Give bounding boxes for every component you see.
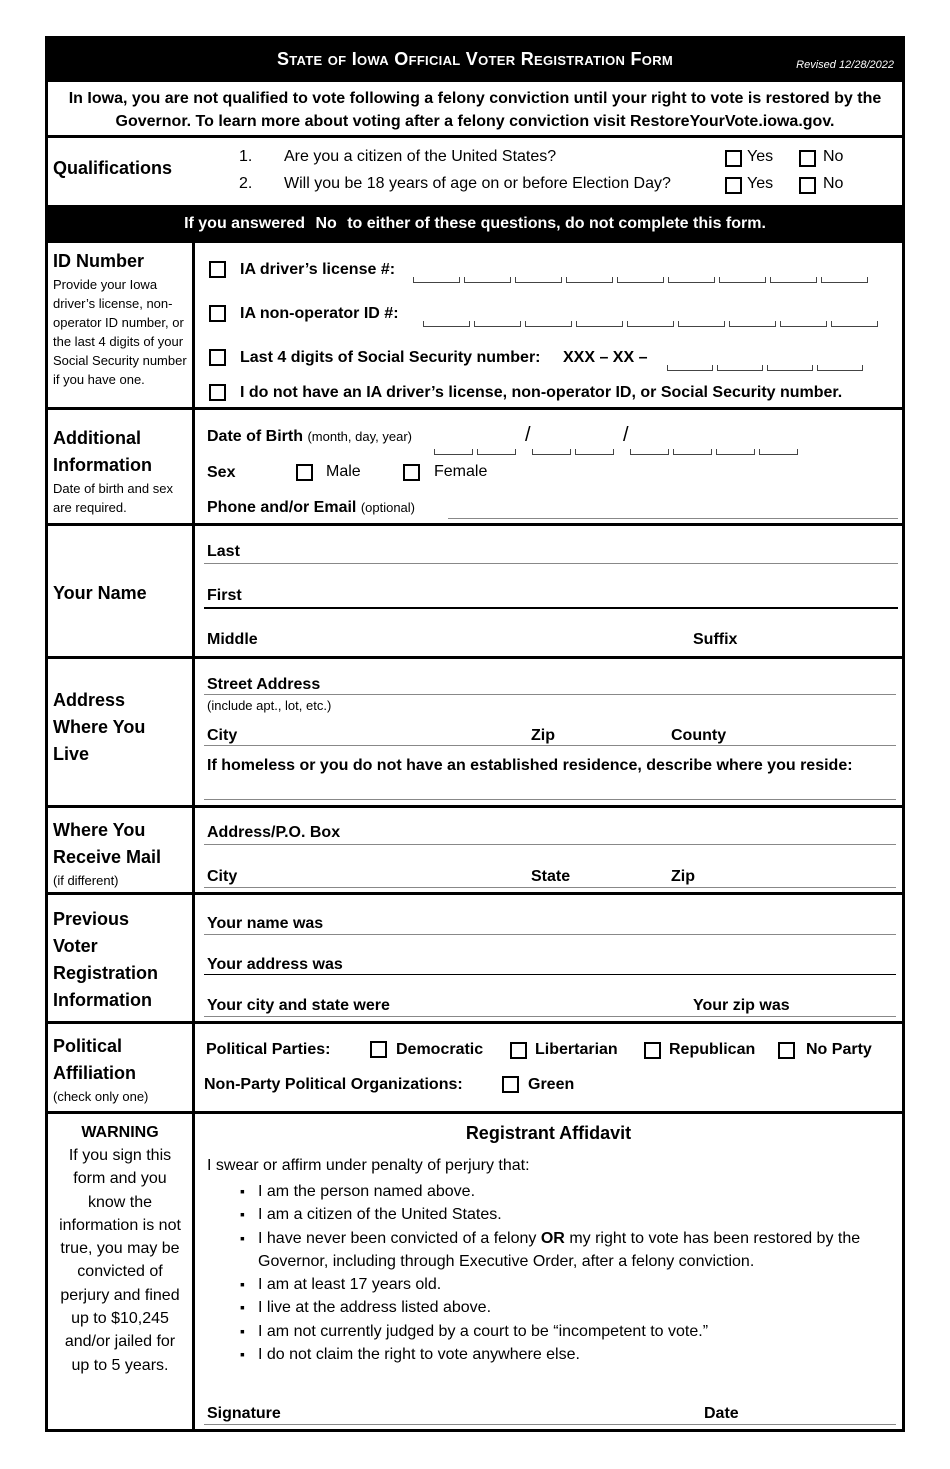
mail-city-input[interactable] <box>204 887 896 888</box>
affidavit-statements <box>240 1180 890 1366</box>
homeless-label: If homeless or you do not have an established residence, describe where you reside: <box>207 757 853 774</box>
mail-address-label: Address/P.O. Box <box>207 824 341 841</box>
qualification-warning-banner <box>48 205 902 243</box>
q2-yes-label: Yes <box>747 175 774 192</box>
digit-box[interactable] <box>474 321 521 327</box>
digit-box[interactable] <box>532 449 571 455</box>
republican-label: Republican <box>669 1041 756 1058</box>
digit-box[interactable] <box>575 449 614 455</box>
id-number-label: ID Number Provide your Iowa driver’s license, non-operator ID number, or the last 4 digits of your Social Security number if you have one. <box>53 251 187 387</box>
drivers-license-label: IA driver’s license #: <box>240 261 396 278</box>
previous-address-label: Your address was <box>207 956 343 973</box>
green-label: Green <box>528 1076 575 1093</box>
column-divider <box>192 659 195 805</box>
previous-city-input[interactable] <box>204 1016 896 1017</box>
digit-box[interactable] <box>464 277 511 283</box>
mail-label: Where You Receive Mail (if different) <box>53 820 162 888</box>
no-party-checkbox[interactable] <box>778 1042 795 1059</box>
dob-label: Date of Birth (month, day, year) <box>207 428 412 445</box>
felony-notice: In Iowa, you are not qualified to vote following a felony conviction until your right to vote is restored by the Governor. To learn more about voting after a felony conviction visit RestoreYourVote.iowa.gov. <box>68 90 882 130</box>
mail-address-input[interactable] <box>204 844 896 845</box>
digit-box[interactable] <box>515 277 562 283</box>
suffix-label: Suffix <box>693 631 738 648</box>
column-divider <box>192 1024 195 1111</box>
address-label: Address Where You Live <box>53 690 146 764</box>
digit-box[interactable] <box>627 321 674 327</box>
column-divider <box>192 895 195 1021</box>
democratic-checkbox[interactable] <box>370 1041 387 1058</box>
digit-box[interactable] <box>668 277 715 283</box>
digit-box[interactable] <box>477 449 516 455</box>
political-affiliation-label: Political Affiliation (check only one) <box>53 1036 149 1104</box>
male-label: Male <box>326 463 361 480</box>
digit-box[interactable] <box>716 449 755 455</box>
q1-number: 1. <box>239 148 253 165</box>
affidavit-statement: ▪ I am at least 17 years old. <box>240 1273 890 1296</box>
digit-box[interactable] <box>821 277 868 283</box>
zip-label: Zip <box>531 727 555 744</box>
digit-box[interactable] <box>576 321 623 327</box>
warning-title: WARNING <box>81 1124 159 1141</box>
female-checkbox[interactable] <box>403 464 420 481</box>
mail-zip-label: Zip <box>671 868 695 885</box>
libertarian-checkbox[interactable] <box>510 1042 527 1059</box>
non-party-orgs-label: Non-Party Political Organizations: <box>204 1076 463 1093</box>
ssn-checkbox[interactable] <box>209 349 226 366</box>
non-operator-label: IA non-operator ID #: <box>240 305 399 322</box>
affidavit-statement: ▪ I am not currently judged by a court to be “incompetent to vote.” <box>240 1320 890 1343</box>
q1-yes-label: Yes <box>747 148 774 165</box>
q2-text: Will you be 18 years of age on or before Election Day? <box>284 175 671 192</box>
county-label: County <box>671 727 727 744</box>
previous-city-state-label: Your city and state were <box>207 997 390 1014</box>
column-divider <box>192 526 195 656</box>
date-label: Date <box>704 1405 739 1422</box>
divider <box>48 805 902 808</box>
affidavit-statement: ▪ I live at the address listed above. <box>240 1296 890 1319</box>
divider <box>48 656 902 659</box>
digit-box[interactable] <box>729 321 776 327</box>
column-divider <box>192 1114 195 1432</box>
green-checkbox[interactable] <box>502 1076 519 1093</box>
street-address-input[interactable] <box>204 694 896 695</box>
digit-box[interactable] <box>630 449 669 455</box>
previous-registration-label: Previous Voter Registration Information <box>53 909 159 1010</box>
dob-slash-2: / <box>623 424 629 446</box>
signature-label: Signature <box>207 1405 281 1422</box>
q2-number: 2. <box>239 175 253 192</box>
q1-no-label: No <box>823 148 844 165</box>
street-address-label: Street Address <box>207 676 321 693</box>
banner-text-no: No <box>315 215 337 232</box>
city-zip-county-input[interactable] <box>204 745 896 746</box>
digit-box[interactable] <box>767 365 813 371</box>
voter-registration-form <box>45 36 905 1432</box>
revised-date: Revised 12/28/2022 <box>796 59 894 71</box>
affidavit-statement: ▪ I do not claim the right to vote anywhere else. <box>240 1343 890 1366</box>
form-title: State of Iowa Official Voter Registration Form <box>276 49 674 69</box>
affidavit-title: Registrant Affidavit <box>465 1123 632 1143</box>
divider <box>48 135 902 138</box>
your-name-label: Your Name <box>53 583 147 603</box>
digit-box[interactable] <box>566 277 613 283</box>
previous-address-input[interactable] <box>204 974 896 975</box>
column-divider <box>192 410 195 523</box>
digit-box[interactable] <box>719 277 766 283</box>
additional-info-label: Additional Information Date of birth and sex are required. <box>53 428 173 515</box>
affidavit-statement: ▪ I am the person named above. <box>240 1180 890 1203</box>
divider <box>48 407 902 410</box>
digit-box[interactable] <box>678 321 725 327</box>
q1-no-checkbox[interactable] <box>799 150 816 167</box>
digit-box[interactable] <box>673 449 712 455</box>
column-divider <box>192 808 195 892</box>
mail-city-label: City <box>207 868 238 885</box>
male-checkbox[interactable] <box>296 464 313 481</box>
digit-box[interactable] <box>525 321 572 327</box>
non-operator-checkbox[interactable] <box>209 305 226 322</box>
contact-label: Phone and/or Email (optional) <box>207 499 416 516</box>
democratic-label: Democratic <box>396 1041 484 1058</box>
ssn-prefix: XXX – XX – <box>563 349 648 366</box>
form-header <box>48 39 902 82</box>
no-id-label: I do not have an IA driver’s license, non-operator ID, or Social Security number. <box>240 384 843 401</box>
digit-box[interactable] <box>780 321 827 327</box>
female-label: Female <box>434 463 488 480</box>
libertarian-label: Libertarian <box>535 1041 618 1058</box>
digit-box[interactable] <box>759 449 798 455</box>
warning-text: If you sign this form and you know the information is not true, you may be convicted of perjury and fined up to $10,245 and/or jailed for up to 5 years. <box>59 1147 181 1374</box>
q2-no-label: No <box>823 175 844 192</box>
no-id-checkbox[interactable] <box>209 384 226 401</box>
first-name-input[interactable] <box>204 607 898 609</box>
digit-box[interactable] <box>434 449 473 455</box>
affidavit-statement: ▪ I am a citizen of the United States. <box>240 1203 890 1226</box>
digit-box[interactable] <box>831 321 878 327</box>
q1-yes-checkbox[interactable] <box>725 150 742 167</box>
republican-checkbox[interactable] <box>644 1042 661 1059</box>
column-divider <box>192 243 195 407</box>
no-party-label: No Party <box>806 1041 872 1058</box>
previous-zip-label: Your zip was <box>693 997 790 1014</box>
drivers-license-checkbox[interactable] <box>209 261 226 278</box>
middle-name-label: Middle <box>207 631 258 648</box>
q1-text: Are you a citizen of the United States? <box>284 148 557 165</box>
digit-box[interactable] <box>817 365 863 371</box>
contact-input[interactable] <box>448 518 898 519</box>
street-address-hint: (include apt., lot, etc.) <box>207 698 332 713</box>
homeless-input[interactable] <box>204 799 896 800</box>
q2-no-checkbox[interactable] <box>799 177 816 194</box>
divider <box>48 892 902 895</box>
digit-box[interactable] <box>770 277 817 283</box>
digit-box[interactable] <box>413 277 460 283</box>
digit-box[interactable] <box>667 365 713 371</box>
digit-box[interactable] <box>617 277 664 283</box>
last-name-input[interactable] <box>204 563 898 564</box>
political-parties-label: Political Parties: <box>206 1041 331 1058</box>
last-name-label: Last <box>207 543 240 560</box>
divider <box>48 1111 902 1114</box>
banner-text-c: to either of these questions, do not complete this form. <box>347 215 766 232</box>
city-label: City <box>207 727 238 744</box>
divider <box>48 523 902 526</box>
ssn-label: Last 4 digits of Social Security number: <box>240 349 541 366</box>
first-name-label: First <box>207 587 242 604</box>
sex-label: Sex <box>207 464 236 481</box>
previous-name-label: Your name was <box>207 915 324 932</box>
qualifications-label: Qualifications <box>53 158 173 178</box>
banner-text-a: If you answered <box>184 215 305 232</box>
affidavit-statement: ▪ I have never been convicted of a felony OR my right to vote has been restored by the Governor, including through Executive Order, after a felony conviction. <box>240 1227 890 1274</box>
mail-state-label: State <box>531 868 571 885</box>
signature-input[interactable] <box>204 1424 896 1425</box>
previous-name-input[interactable] <box>204 934 896 935</box>
dob-slash-1: / <box>525 424 531 446</box>
divider <box>48 1021 902 1024</box>
affidavit-intro: I swear or affirm under penalty of perjury that: <box>207 1157 530 1174</box>
digit-box[interactable] <box>717 365 763 371</box>
q2-yes-checkbox[interactable] <box>725 177 742 194</box>
digit-box[interactable] <box>423 321 470 327</box>
